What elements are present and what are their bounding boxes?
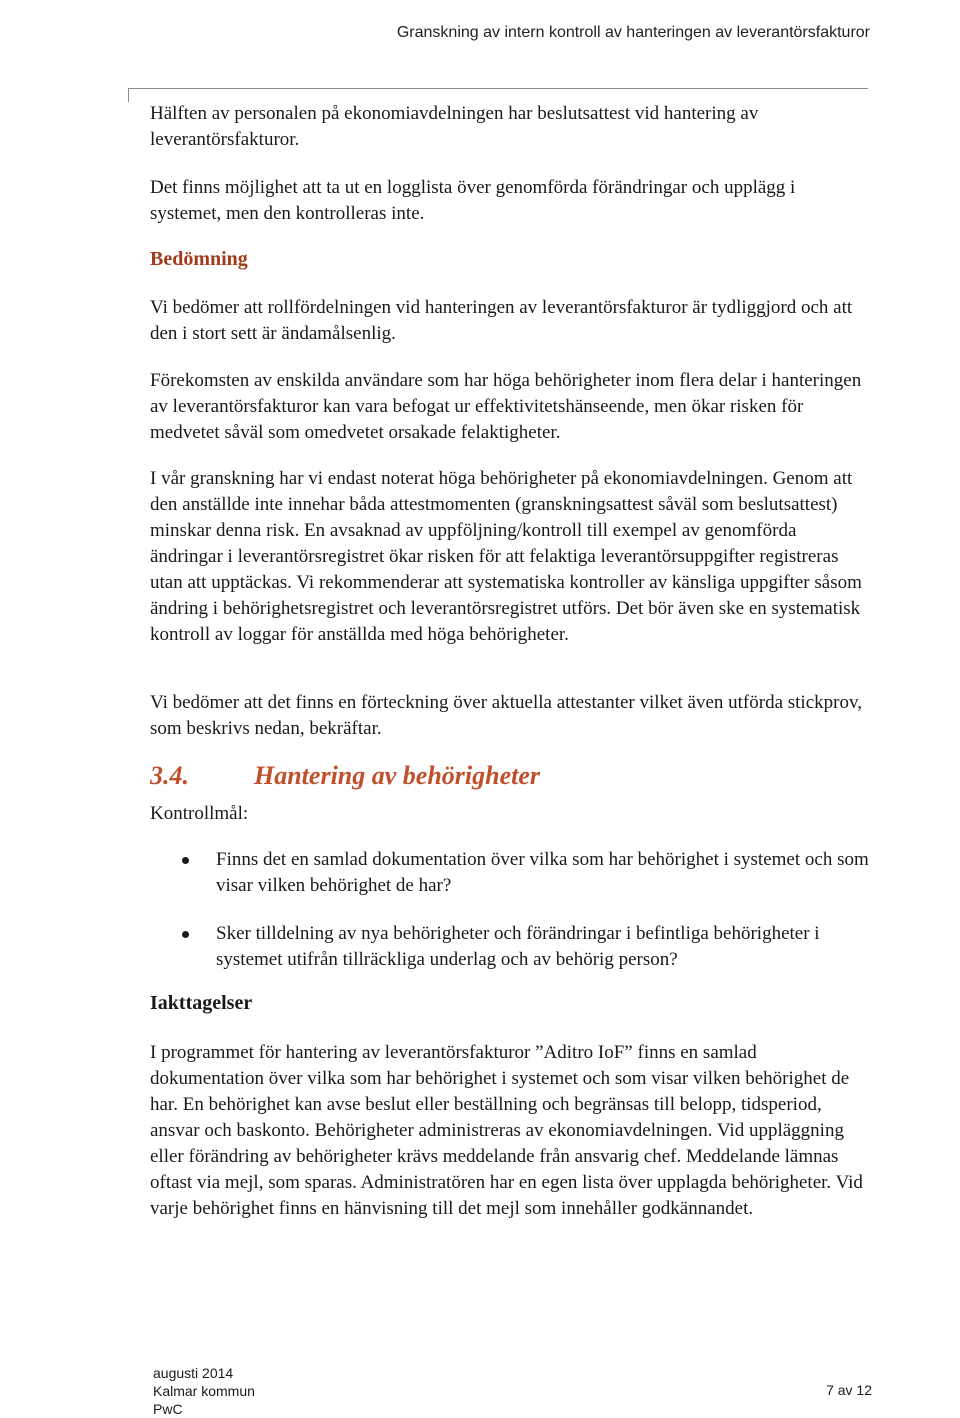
section-title: Hantering av behörigheter [254,761,541,790]
paragraph-aditro-iof [150,1040,870,1222]
list-item-text: Sker tilldelning av nya behörigheter och förändringar i befintliga behörigheter i systemet utifrån tillräckliga underlag och av behörig person? [216,923,820,970]
paragraph-personal-beslutsattest [150,101,870,153]
paragraph-forekomsten [150,368,870,446]
paragraph-text: I vår granskning har vi endast noterat höga behörigheter på ekonomiavdelningen. Genom att den anställde inte innehar båda attestmomenten (granskningsattest såväl som beslutsattest) minskar denna risk. En avsaknad av uppföljning/kontroll till exempel av genomförda ändringar i leverantörsregistret ökar risken för att felaktiga leverantörsuppgifter registreras utan att upptäckas. Vi rekommenderar att systematiska kontroller av känsliga uppgifter såsom ändring i behörighetsregistret och leverantörsregistret utförs. Det bör även ske en systematisk kontroll av loggar för anställda med höga behörigheter. [150,468,862,645]
paragraph-text: Hälften av personalen på ekonomiavdelningen har beslutsattest vid hantering av leverantörsfakturor. [150,103,759,150]
paragraph-rollfordelning [150,295,870,347]
paragraph-text: Vi bedömer att rollfördelningen vid hanteringen av leverantörsfakturor är tydliggjord och att den i stort sett är ändamålsenlig. [150,297,853,344]
heading-iakttagelser: Iakttagelser [150,992,253,1014]
footer-info [153,1364,255,1418]
bullet-icon [182,857,189,864]
footer-date: augusti 2014 [153,1365,234,1381]
bullet-icon [182,931,189,938]
paragraph-text: Det finns möjlighet att ta ut en logglista över genomförda förändringar och upplägg i systemet, men den kontrolleras inte. [150,177,796,224]
list-item [150,921,870,973]
paragraph-text: Vi bedömer att det finns en förteckning över aktuella attestanter vilket även utförda stickprov, som beskrivs nedan, bekräftar. [150,692,862,739]
paragraph-logglista [150,175,870,227]
paragraph-text: Förekomsten av enskilda användare som har höga behörigheter inom flera delar i hanteringen av leverantörsfakturor kan vara befogat ur effektivitetshänseende, men ökar risken för medvetet såväl som omedvetet orsakade felaktigheter. [150,370,862,443]
paragraph-var-granskning [150,466,870,648]
kontrollmal-list [150,847,870,995]
heading-bedomning: Bedömning [150,248,248,270]
footer-author: PwC [153,1401,183,1417]
list-item-text: Finns det en samlad dokumentation över vilka som har behörighet i systemet och som visar vilken behörighet de har? [216,849,869,896]
page-number: 7 av 12 [826,1382,872,1398]
section-heading [150,761,540,791]
footer-organization: Kalmar kommun [153,1383,255,1399]
list-item [150,847,870,899]
running-header: Granskning av intern kontroll av hanteringen av leverantörsfakturor [396,24,870,41]
paragraph-forteckning-attestanter [150,690,870,742]
header-rule [128,88,868,89]
label-text: Kontrollmål: [150,803,249,824]
kontrollmal-label [150,801,870,827]
header-rule-tick [128,88,129,102]
section-number: 3.4. [150,761,189,790]
paragraph-text: I programmet för hantering av leverantörsfakturor ”Aditro IoF” finns en samlad dokumentation över vilka som har behörighet i systemet och som visar vilken behörighet de har. En behörighet kan avse beslut eller beställning och begränsas till belopp, tidsperiod, ansvar och baskonto. Behörigheter administreras av ekonomiavdelningen. Vid uppläggning eller förändring av behörigheter krävs meddelande från ansvarig chef. Meddelande lämnas oftast via mejl, som sparas. Administratören har en egen lista över upplagda behörigheter. Vid varje behörighet finns en hänvisning till det mejl som innehåller godkännandet. [150,1042,863,1219]
